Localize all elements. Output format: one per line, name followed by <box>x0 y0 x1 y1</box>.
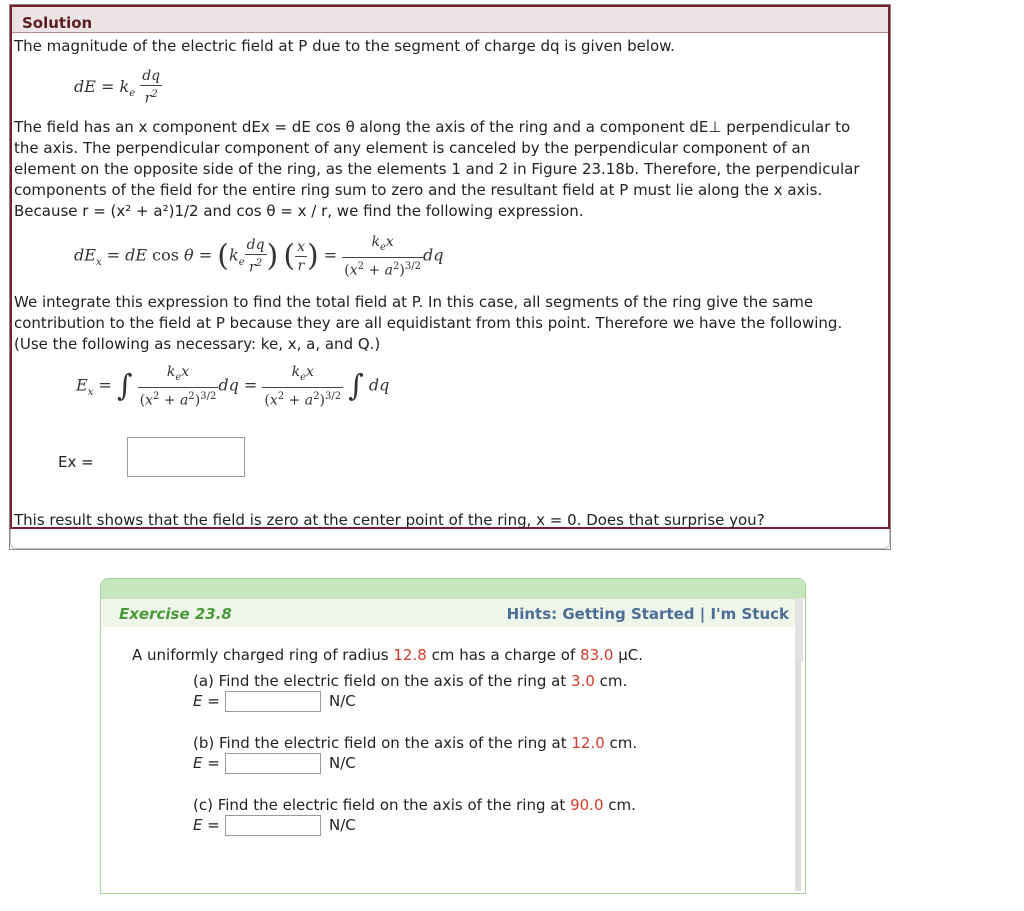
equation-dex: $dE_x$ = dE $\cos \theta = (k_e$ $\frac{dq}{r^2}$ ) ( $\frac{x}{r}$ ) = $\frac{k_ex}{(x^2 + a^2)^{3/2}}$ dq <box>74 234 444 279</box>
exercise-body <box>103 629 801 891</box>
exercise-title: Exercise 23.8 <box>119 605 232 623</box>
part-b-question: (b) Find the electric field on the axis of the ring at 12.0 cm. <box>193 734 638 752</box>
exercise-panel <box>100 578 806 894</box>
part-b-unit: N/C <box>329 754 356 772</box>
problem-statement: A uniformly charged ring of radius 12.8 cm has a charge of 83.0 μC. <box>132 646 643 664</box>
para1-line4: components of the field for the entire ring sum to zero and the resultant field at P must lie along the x axis. <box>14 181 823 199</box>
part-b-answer-label: E = <box>193 754 220 772</box>
part-a-answer-input[interactable] <box>225 691 321 712</box>
radius-value: 12.8 <box>393 646 427 664</box>
part-a-unit: N/C <box>329 692 356 710</box>
part-b-answer-input[interactable] <box>225 753 321 774</box>
solution-title: Solution <box>22 14 93 32</box>
part-a-question: (a) Find the electric field on the axis of the ring at 3.0 cm. <box>193 672 628 690</box>
para1-line3: element on the opposite side of the ring, as the elements 1 and 2 in Figure 23.18b. Therefore, the perpendicular <box>14 160 860 178</box>
ex-answer-label: Ex = <box>58 453 94 471</box>
part-c-unit: N/C <box>329 816 356 834</box>
exercise-scroll-handle[interactable] <box>795 598 803 662</box>
part-a-answer-label: E = <box>193 692 220 710</box>
para1-line5: Because r = (x² + a²)1/2 and cos θ = x / r, we find the following expression. <box>14 202 584 220</box>
exercise-top-bar <box>101 579 805 599</box>
part-c-answer-label: E = <box>193 816 220 834</box>
exercise-header <box>103 599 803 627</box>
solution-bottom-bar <box>10 529 890 549</box>
hints-links[interactable]: Hints: Getting Started | I'm Stuck <box>506 605 789 623</box>
equation-de: dE = $k_e$ $\frac{dq}{r^2}$ <box>74 68 161 107</box>
para2-line2: contribution to the field at P because they are all equidistant from this point. Therefore we have the following. <box>14 314 843 332</box>
charge-value: 83.0 <box>580 646 614 664</box>
part-a-value: 3.0 <box>571 672 595 690</box>
para2-line1: We integrate this expression to find the total field at P. In this case, all segments of the ring give the same <box>14 293 814 311</box>
part-c-question: (c) Find the electric field on the axis of the ring at 90.0 cm. <box>193 796 636 814</box>
para1-line1: The field has an x component dEx = dE cos θ along the axis of the ring and a component dE⊥ perpendicular to <box>14 118 851 136</box>
para1-line2: the axis. The perpendicular component of any element is canceled by the perpendicular component of an <box>14 139 811 157</box>
ex-answer-input[interactable] <box>127 437 245 477</box>
part-c-answer-input[interactable] <box>225 815 321 836</box>
part-c-value: 90.0 <box>570 796 604 814</box>
solution-panel <box>9 4 891 550</box>
solution-header <box>12 7 888 33</box>
part-b-value: 12.0 <box>571 734 605 752</box>
solution-intro: The magnitude of the electric field at P due to the segment of charge dq is given below. <box>14 37 675 55</box>
equation-ex-integral: $E_x$ = ∫ $\frac{k_ex}{(x^2 + a^2)^{3/2}}$ dq = $\frac{k_ex}{(x^2 + a^2)^{3/2}}$ ∫ dq <box>76 364 390 409</box>
para2-line3: (Use the following as necessary: ke, x, a, and Q.) <box>14 335 381 353</box>
solution-frame <box>10 5 890 529</box>
solution-conclusion: This result shows that the field is zero at the center point of the ring, x = 0. Does that surprise you? <box>14 511 765 529</box>
